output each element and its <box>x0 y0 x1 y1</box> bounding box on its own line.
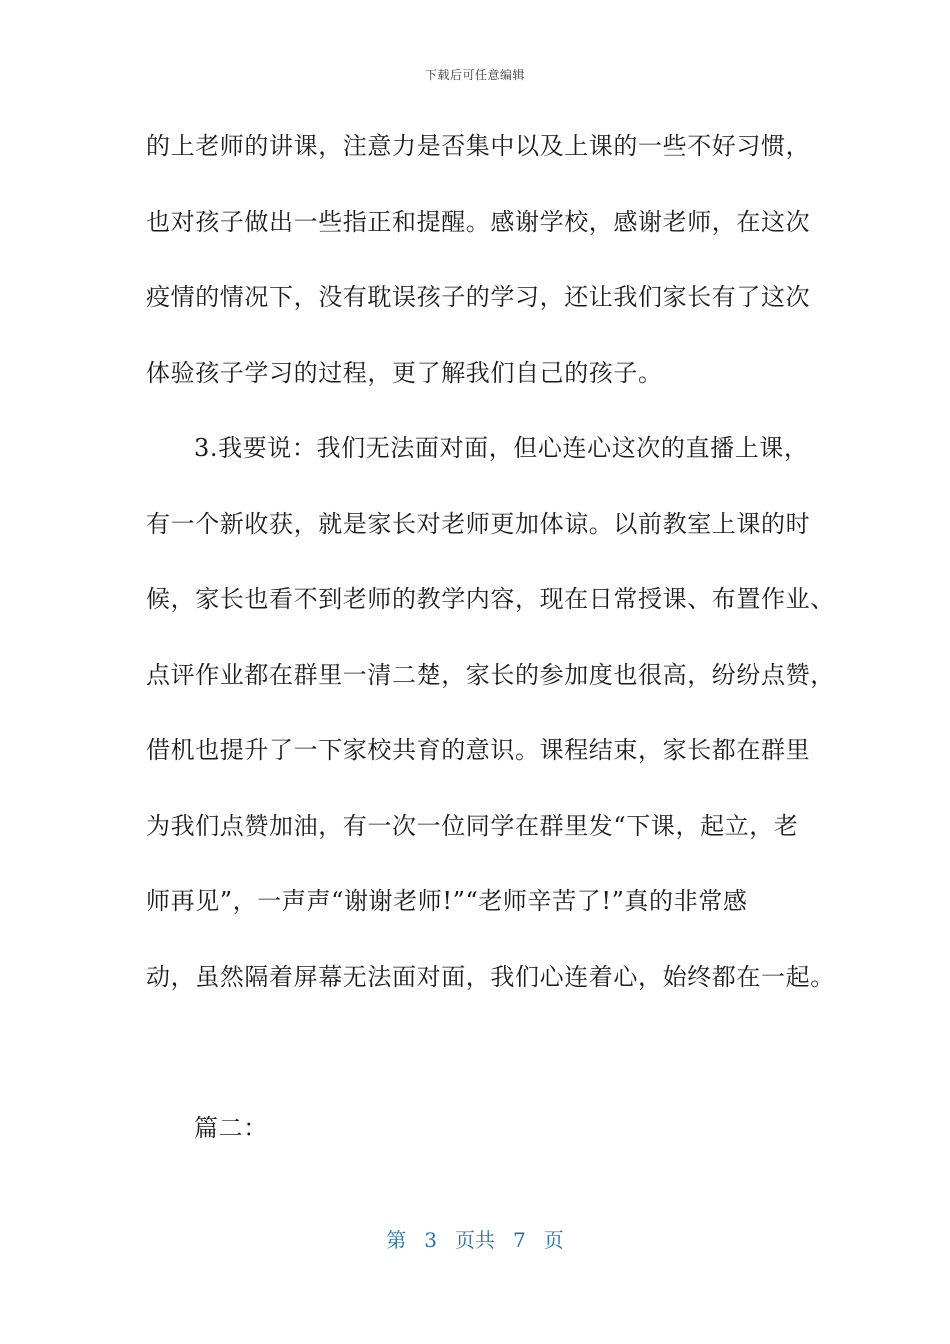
paragraph-line-first: 3.我要说：我们无法面对面，但心连心这次的直播上课， <box>194 434 809 462</box>
paragraph-line: 体验孩子学习的过程，更了解我们自己的孩子。 <box>146 358 663 387</box>
footer-prefix: 第 <box>386 1228 407 1252</box>
document-body <box>146 118 835 1176</box>
footer-middle: 页共 <box>455 1228 495 1252</box>
paragraph-line: 有一个新收获，就是家长对老师更加体谅。以前教室上课的时 <box>146 509 811 538</box>
paragraph-line: 为我们点赞加油，有一次一位同学在群里发“下课，起立，老 <box>146 811 799 840</box>
section-heading: 篇二： <box>194 1114 268 1142</box>
footer-suffix: 页 <box>543 1228 564 1252</box>
paragraph-line: 借机也提升了一下家校共育的意识。课程结束，家长都在群里 <box>146 736 811 764</box>
page-footer <box>0 1224 950 1253</box>
paragraph-line: 点评作业都在群里一清二楚，家长的参加度也很高，纷纷点赞， <box>146 660 835 689</box>
footer-current-page: 3 <box>424 1228 437 1252</box>
page-header: 下载后可任意编辑 <box>424 68 525 82</box>
footer-total-pages: 7 <box>513 1228 526 1252</box>
paragraph-line: 疫情的情况下，没有耽误孩子的学习，还让我们家长有了这次 <box>146 283 811 311</box>
blank-line <box>146 1024 818 1100</box>
paragraph-line: 候，家长也看不到老师的教学内容，现在日常授课、布置作业、 <box>146 585 835 613</box>
paragraph-line: 师再见”，一声声“谢谢老师!”“老师辛苦了!”真的非常感 <box>146 887 748 915</box>
paragraph-line: 也对孩子做出一些指正和提醒。感谢学校，感谢老师，在这次 <box>146 207 811 236</box>
paragraph-line: 动，虽然隔着屏幕无法面对面，我们心连着心，始终都在一起。 <box>146 962 835 991</box>
paragraph-line: 的上老师的讲课，注意力是否集中以及上课的一些不好习惯， <box>146 132 811 160</box>
